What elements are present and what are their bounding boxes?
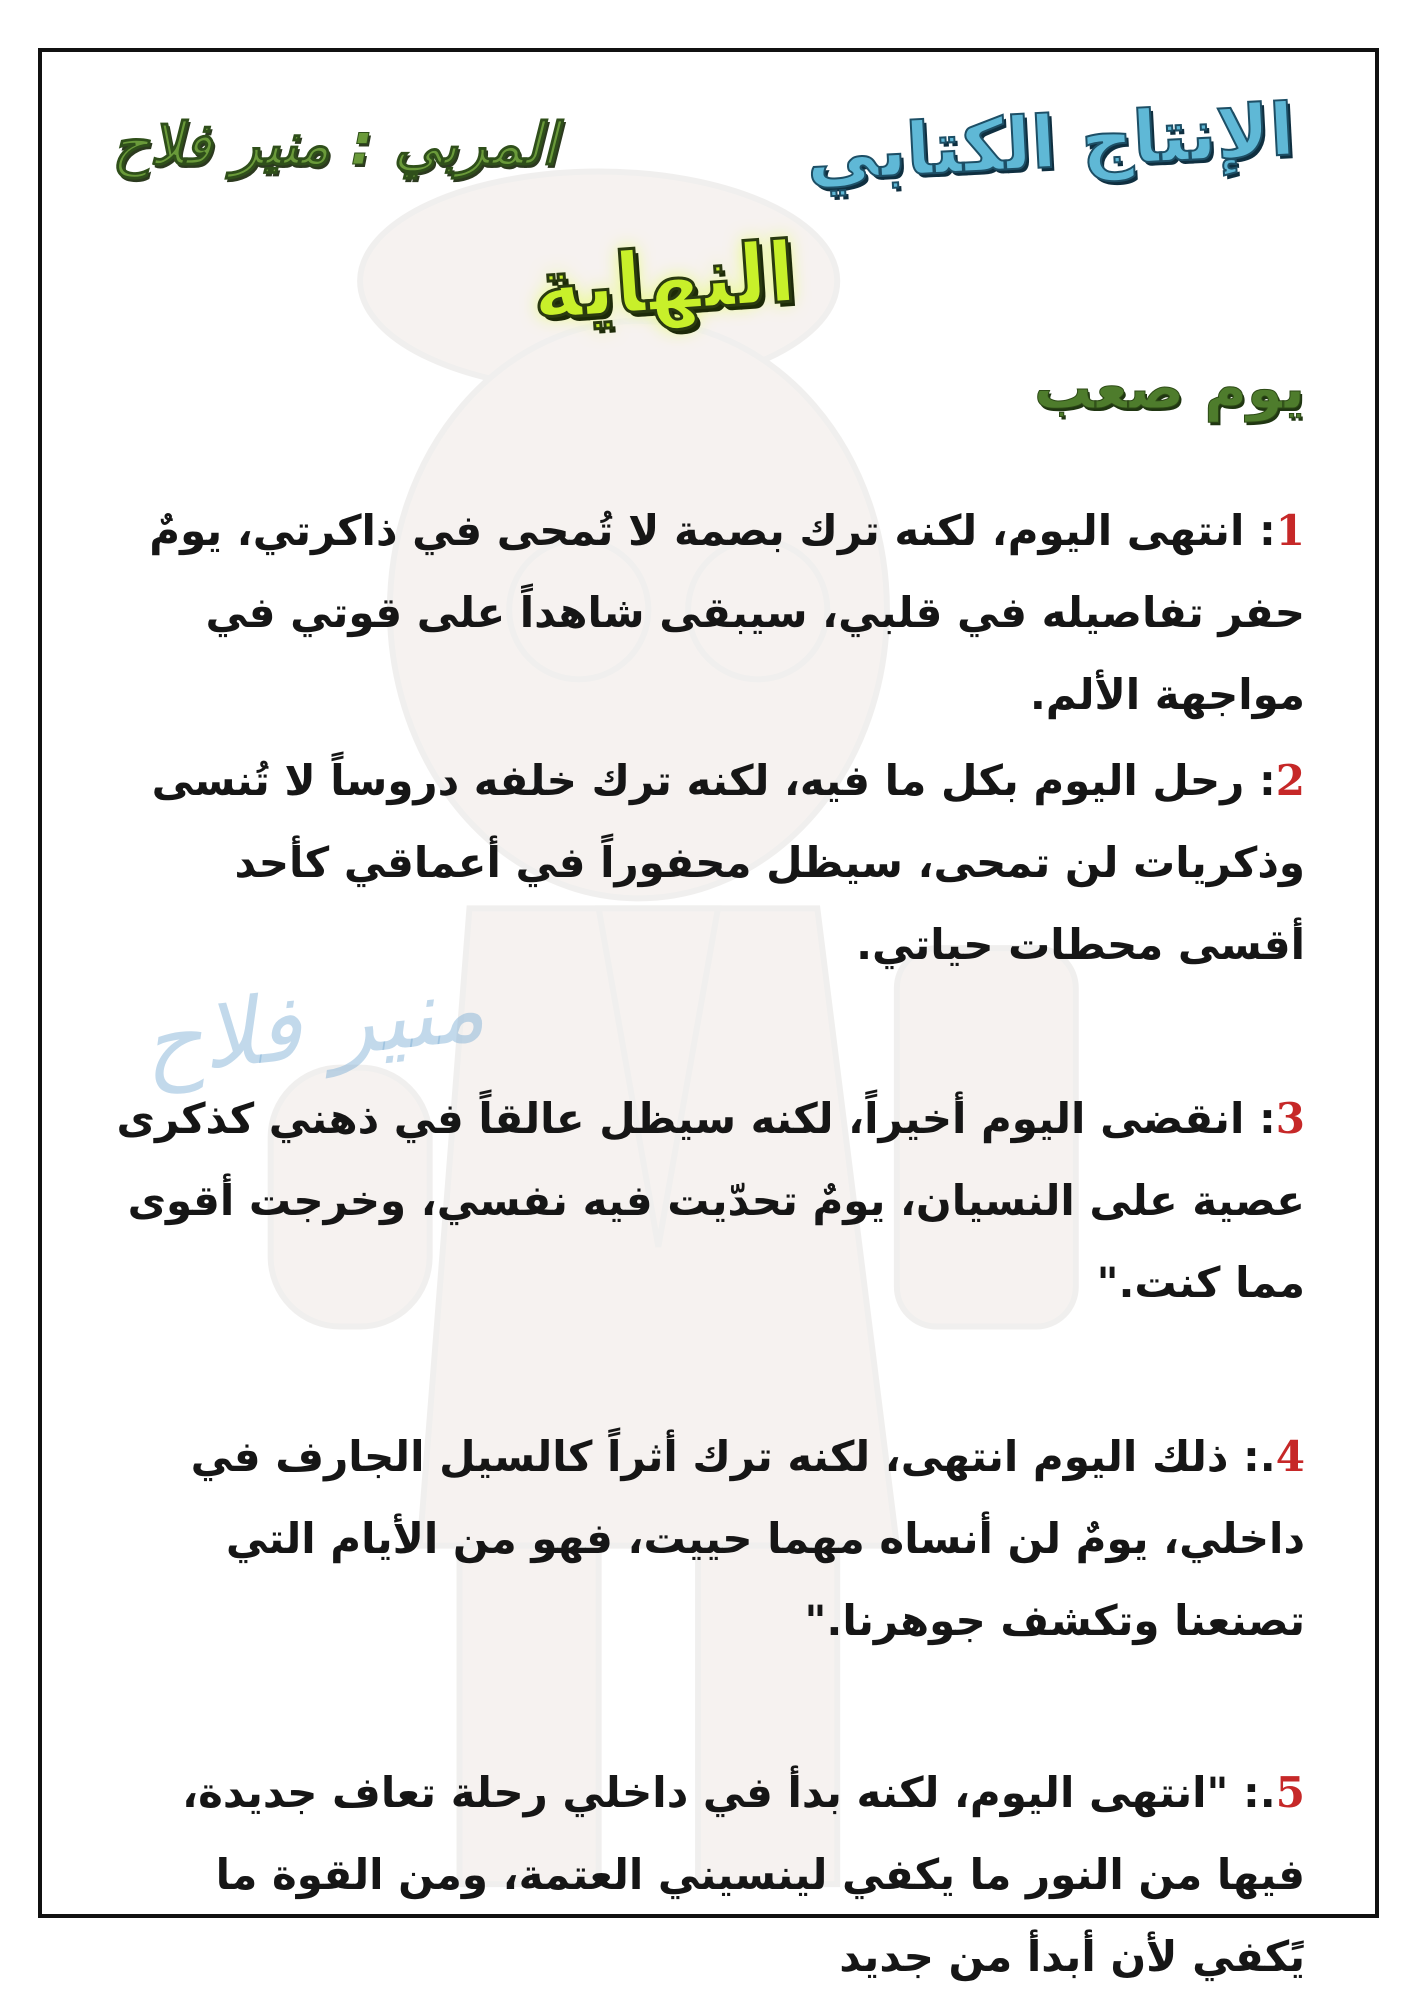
paragraph-3 [102, 1078, 1305, 1324]
section-title: النهاية [528, 222, 800, 340]
page-frame [38, 48, 1379, 1981]
paragraph-text: ذلك اليوم انتهى، لكنه ترك أثراً كالسيل الجارف في داخلي، يومٌ لن أنساه مهما حييت، فهو من الأيام التي تصنعنا وتكشف جوهرنا." [190, 1432, 1305, 1645]
paragraph-text: انتهى اليوم، لكنه ترك بصمة لا تُمحى في ذاكرتي، يومٌ حفر تفاصيله في قلبي، سيبقى شاهداً على قوتي في مواجهة الألم. [149, 506, 1305, 719]
teacher-name: المربي : منير فلاح [112, 110, 558, 178]
paragraph-prefix: .: [1228, 1432, 1276, 1481]
paragraph-4 [102, 1416, 1305, 1662]
paragraph-prefix: .: [1228, 1768, 1276, 1817]
paragraph-number: 1 [1275, 506, 1305, 555]
topic-title: يوم صعب [1033, 354, 1305, 422]
paragraph-5 [102, 1752, 1305, 1998]
paragraph-text: "انتهى اليوم، لكنه بدأ في داخلي رحلة تعاف جديدة، فيها من النور ما يكفي لينسيني العتمة، ومن القوة ما يًكفي لأن أبدأ من جديد [182, 1768, 1305, 1981]
paragraph-number: 3 [1275, 1094, 1305, 1143]
paragraph-prefix: : [1244, 756, 1276, 805]
paragraph-text: انقضى اليوم أخيراً، لكنه سيظل عالقاً في ذهني كذكرى عصية على النسيان، يومٌ تحدّيت فيه نفسي، وخرجت أقوى مما كنت." [116, 1094, 1305, 1307]
paragraph-2 [102, 740, 1305, 986]
paragraph-number: 2 [1275, 756, 1305, 805]
paragraph-prefix: : [1244, 506, 1276, 555]
signature-watermark: منير فلاح [137, 954, 490, 1097]
header-title: الإنتاج الكتابي [804, 87, 1297, 197]
paragraph-1 [102, 490, 1305, 736]
paragraph-number: 4 [1275, 1432, 1305, 1481]
paragraph-text: رحل اليوم بكل ما فيه، لكنه ترك خلفه دروساً لا تُنسى وذكريات لن تمحى، سيظل محفوراً في أعماقي كأحد أقسى محطات حياتي. [151, 756, 1305, 969]
paragraph-number: 5 [1275, 1768, 1305, 1817]
paragraph-prefix: : [1244, 1094, 1276, 1143]
